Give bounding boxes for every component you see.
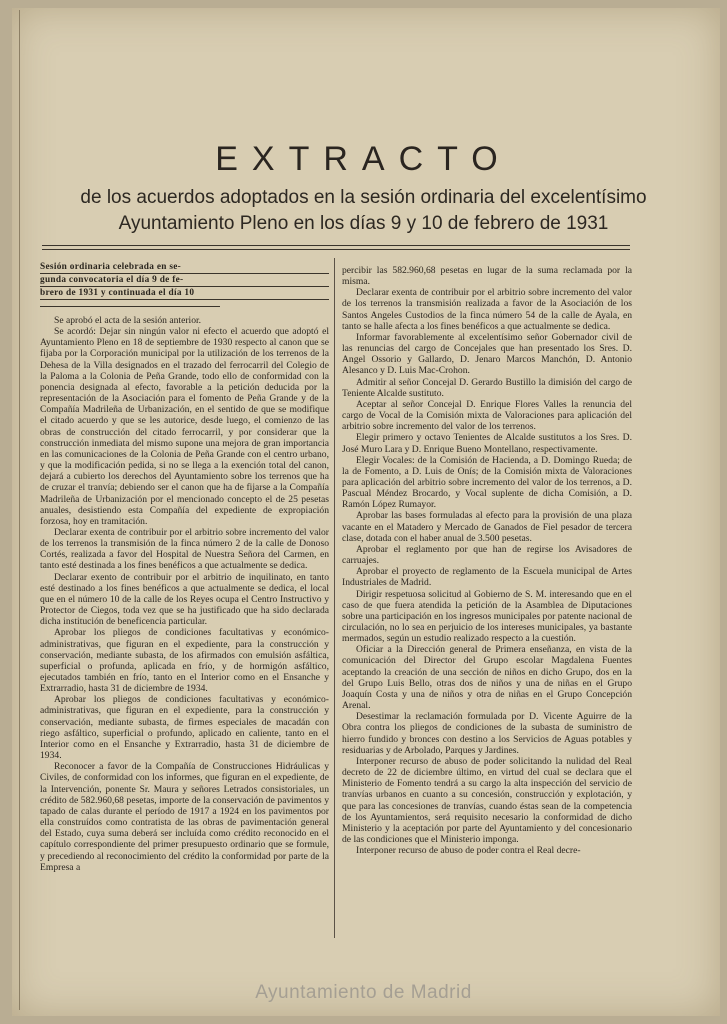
header-rule-bottom	[42, 249, 630, 250]
subtitle-line-1: de los acuerdos adoptados en la sesión ordinaria del excelentísimo	[80, 187, 647, 208]
session-heading-line-3: brero de 1931 y continuada el día 10	[40, 287, 329, 300]
paragraph: Declarar exento de contribuir por el arbitrio de inquilinato, en tanto esté destinado a los fines benéficos a que actualmente se dedica, el local que en el número 10 de la calle de los Reyes ocupa el Centro Instructivo y Protector de Ciegos, toda vez que se ha justificado que ha sido declarada dicha institución de beneficencia particular.	[40, 571, 329, 628]
paragraph: Elegir primero y octavo Tenientes de Alcalde sustitutos a los Sres. D. José Muro Lara y D. Enrique Bueno Montellano, respectivamente.	[342, 432, 632, 455]
column-divider	[334, 258, 335, 938]
session-heading-line-1: Sesión ordinaria celebrada en se-	[40, 261, 329, 274]
subtitle-line-2: Ayuntamiento Pleno en los días 9 y 10 de febrero de 1931	[118, 213, 609, 234]
paragraph: Aprobar los pliegos de condiciones facultativas y económico-administrativas, que figuran en el expediente, para la construcción y conservación, mediante subasta, de los afirmados con emulsión asfáltica, superficial o profunda, aplicada en frío, y de hormigón asfáltico, ejecutados también en frío, tanto en el Interior como en el Ensanche y Extrarradio, hasta 31 de diciembre de 1934.	[40, 627, 329, 695]
paragraph: Aprobar los pliegos de condiciones facultativas y económico-administrativas, que figuran en el expediente, para la construcción y conservación, mediante subasta, de firmes especiales de macadán con riego asfáltico, superficial o profundo, aplicado en caliente, tanto en el Interior como en el Ensanche y Extrarradio, hasta 31 de diciembre de 1934.	[40, 694, 329, 762]
paragraph: percibir las 582.960,68 pesetas en lugar de la suma reclamada por la misma.	[342, 265, 632, 288]
paragraph: Se acordó: Dejar sin ningún valor ni efecto el acuerdo que adoptó el Ayuntamiento Pleno en 18 de septiembre de 1930 respecto al canon que se fijaba por la Corporación municipal por la utilización de los terrenos de la Dehesa de la Villa designados en el trazado del ferrocarril del Colegio de la Paloma a la Colonia de Peña Grande, todo ello de conformidad con la ponencia designada al efecto, favorable a la petición deducida por la representación de la Asociación para el fomento de Peña Grande y de la Compañía Madrileña de Urbanización, en el sentido de que se modifique el citado acuerdo y que se les autorice, desde luego, el comienzo de las obras de construcción del citado ferrocarril, y por considerar que la construcción inmediata del mismo supone una mejora de gran importancia en las comunicaciones de la Colonia de Peña Grande con el centro urbano, y que la modificación pedida, si no se llega a la exención total del canon, dejará a cubierto los derechos del Ayuntamiento sobre los terrenos que ha de cruzar el tranvía; debiendo ser el canon que ha de fijarse a la Compañía Madrileña de Urbanización por el mencionado concepto el de 25 pesetas anuales, desistiendo esta Compañía del expediente de expropiación forzosa, hoy en tramitación.	[40, 326, 329, 527]
right-column	[342, 265, 632, 856]
paragraph: Reconocer a favor de la Compañía de Construcciones Hidráulicas y Civiles, de conformidad con los informes, que figuran en el expediente, de la Intervención, ponente Sr. Maura y señores Letrados consistoriales, un crédito de 582.960,68 pesetas, importe de la conservación de pavimentos y tapado de calas durante el período de 1917 a 1924 en los pavimentos por ella construídos como contratista de las obras de pavimentación general del Estado, cuya suma deberá ser incluída como crédito reconocido en el capítulo correspondiente del primer presupuesto ordinario que se formule, y precediendo al reconocimiento del crédito la conformidad por parte de la Empresa a	[40, 761, 329, 873]
paragraph: Dirigir respetuosa solicitud al Gobierno de S. M. interesando que en el caso de que fuera atendida la petición de la Asamblea de Diputaciones sobre una participación en los ingresos municipales por patente nacional de circulación, no lo sea en perjuicio de los intereses municipales, ya bastante mermados, según un estudio realizado respecto a la cuestión.	[342, 588, 632, 645]
paragraph: Desestimar la reclamación formulada por D. Vicente Aguirre de la Obra contra los pliegos de condiciones de la subasta de suministro de hierro fundido y bronces con destino a los Servicios de Aguas potables y residuarias y de Arbolado, Parques y Jardines.	[342, 711, 632, 756]
paragraph: Aceptar al señor Concejal D. Enrique Flores Valles la renuncia del cargo de Vocal de la Comisión mixta de Valoraciones para aplicación del arbitrio sobre incremento del valor de los terrenos.	[342, 398, 632, 433]
paragraph: Declarar exenta de contribuir por el arbitrio sobre incremento del valor de los terrenos la transmisión realizada a favor de la Asociación de los Santos Angeles Custodios de la finca número 54 de la calle de Ayala, en tanto se halle afecta a los fines benéficos a que actualmente se dedica.	[342, 287, 632, 332]
paragraph: Aprobar las bases formuladas al efecto para la provisión de una plaza vacante en el Matadero y Mercado de Ganados de Fiel pesador de tercera clase, dotada con el haber anual de 3.500 pesetas.	[342, 510, 632, 544]
paragraph: Oficiar a la Dirección general de Primera enseñanza, en vista de la comunicación del Director del Grupo escolar Magdalena Fuentes aceptando la creación de una sección de niños en dicho Grupo, dos en la del Grupo Luis Bello, otras dos de niños y una de niñas en el Grupo Joaquín Costa y una de niños y otra de niñas en el Grupo Concepción Arenal.	[342, 644, 632, 712]
left-column	[40, 261, 329, 873]
paragraph: Aprobar el proyecto de reglamento de la Escuela municipal de Artes Industriales de Madrid.	[342, 566, 632, 589]
paragraph: Informar favorablemente al excelentísimo señor Gobernador civil de las renuncias del cargo de Concejales que han presentado los Sres. D. Angel Ossorio y Gallardo, D. Jenaro Marcos Manchón, D. Antonio Alesanco y D. Luis Mac-Crohon.	[342, 331, 632, 377]
paragraph: Se aprobó el acta de la sesión anterior.	[54, 315, 202, 326]
session-heading-rule	[40, 306, 220, 307]
paragraph: Admitir al señor Concejal D. Gerardo Bustillo la dimisión del cargo de Teniente Alcalde sustituto.	[342, 376, 632, 399]
session-heading	[40, 261, 329, 300]
paragraph: Interponer recurso de abuso de poder solicitando la nulidad del Real decreto de 22 de diciembre último, en virtud del cual se declara que el Ministerio de Fomento tendrá a su cargo la alta inspección del servicio de tranvías urbanos en cuanto a su concesión, construcción y explotación, y que para las concesiones de tranvías, cuando éstas sean de la competencia de los Ayuntamientos, será requisito necesario la conformidad de dicho Ministerio y la aceptación por parte del Ayuntamiento y del concesionario de las condiciones que el Ministerio imponga.	[342, 755, 632, 845]
paragraph: Aprobar el reglamento por que han de regirse los Avisadores de carruajes.	[342, 543, 632, 567]
paragraph: Declarar exenta de contribuir por el arbitrio sobre incremento del valor de los terrenos la transmisión de la finca número 2 de la calle de Donoso Cortés, realizada a favor del Hospital de Nuestra Señora del Carmen, en tanto esté destinada a los fines benéficos a que actualmente se dedica.	[40, 526, 329, 572]
paragraph: Interponer recurso de abuso de poder contra el Real decre-	[356, 845, 581, 857]
paragraph: Elegir Vocales: de la Comisión de Hacienda, a D. Domingo Rueda; de la de Fomento, a D. Luis de Onís; de la Comisión mixta de Valoraciones para aplicación del arbitrio sobre incremento del valor de los terrenos, a D. Pascual Méndez Brocardo, y Vocal suplente de dicha Comisión, a D. Ramón López Rumayor.	[342, 454, 632, 511]
session-heading-line-2: gunda convocatoria el día 9 de fe-	[40, 274, 329, 287]
document-title: EXTRACTO	[215, 140, 512, 178]
header-rule-top	[42, 245, 630, 246]
footer-watermark: Ayuntamiento de Madrid	[255, 982, 472, 1003]
